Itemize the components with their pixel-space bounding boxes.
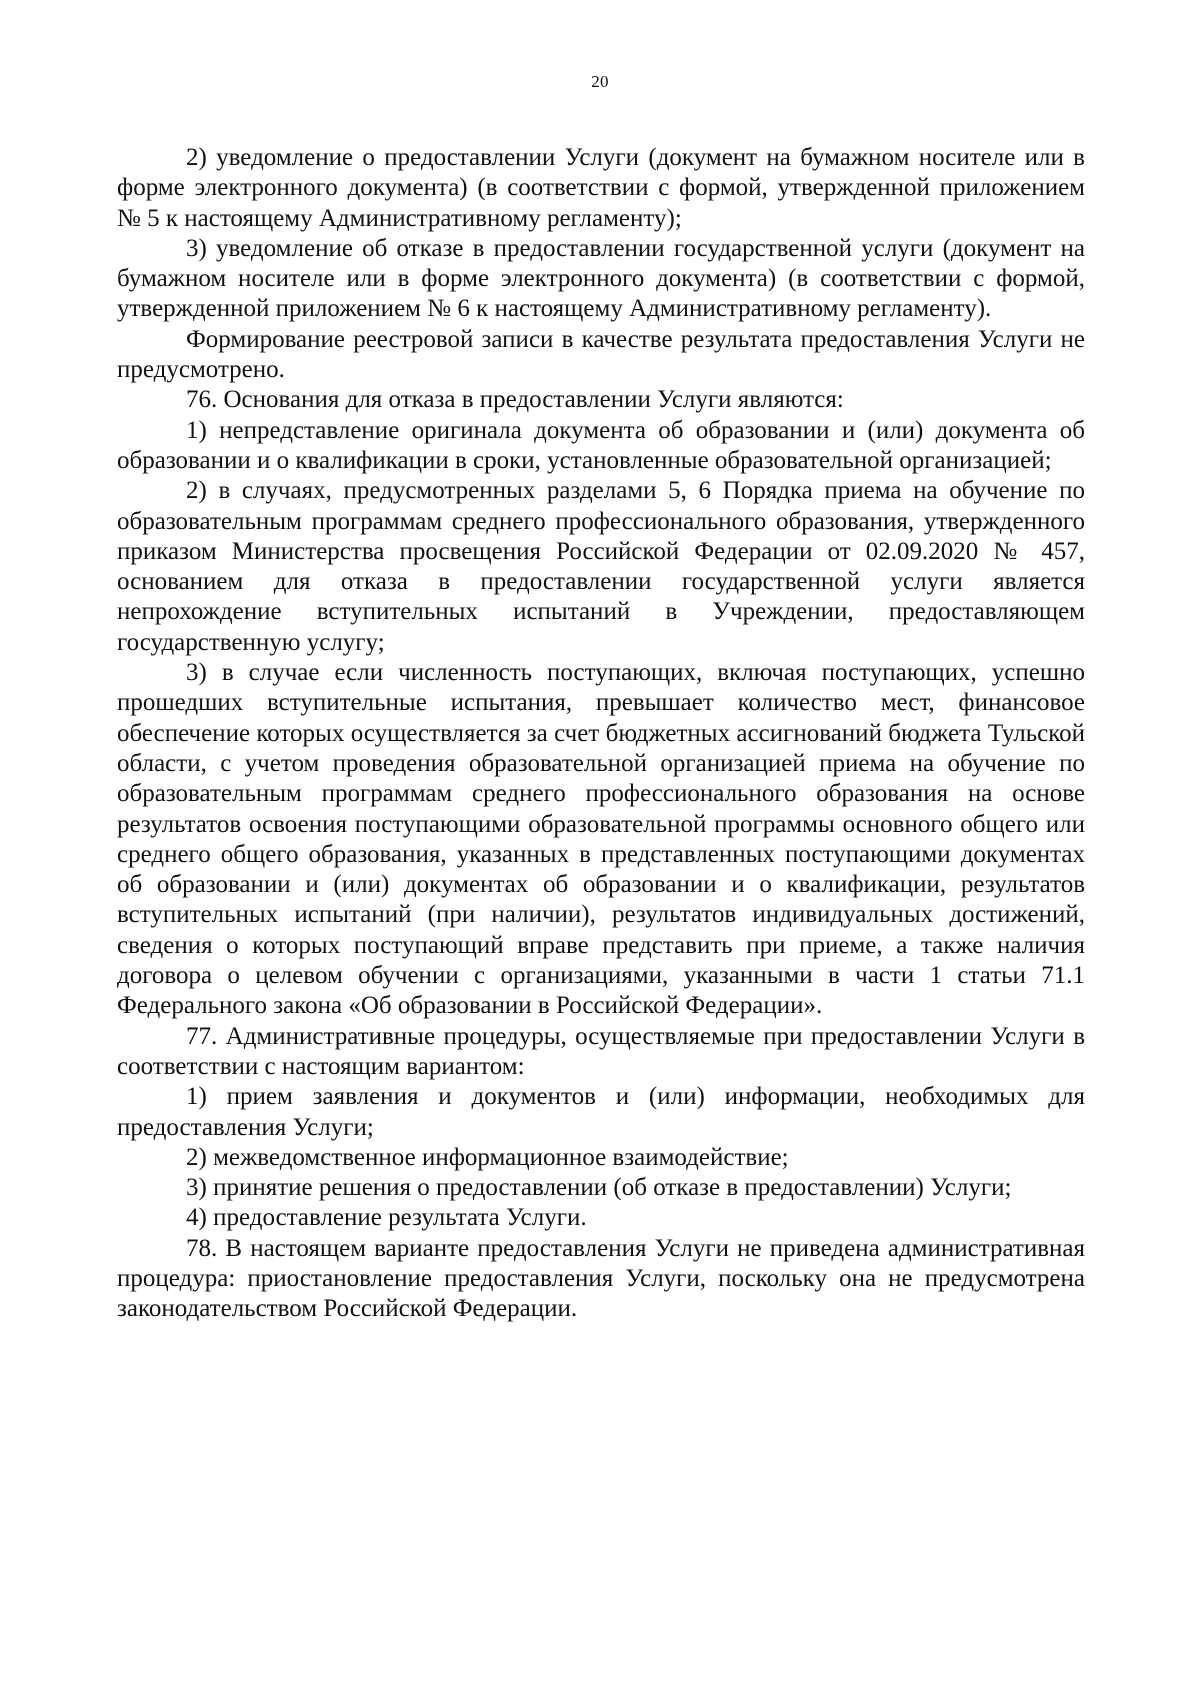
- paragraph-78: 78. В настоящем варианте предоставления Услуги не приведена административная процедура: приостановление предоставления Услуги, поскольку она не предусмотрена законодательством Российской Федерации.: [117, 1234, 1085, 1323]
- paragraph-77-item-2: 2) межведомственное информационное взаимодействие;: [186, 1143, 789, 1171]
- paragraph-77-item-3: 3) принятие решения о предоставлении (об отказе в предоставлении) Услуги;: [186, 1174, 1012, 1202]
- paragraph-registry-record: Формирование реестровой записи в качестве результата предоставления Услуги не предусмотрено.: [117, 325, 1085, 384]
- paragraph-77-heading: 77. Административные процедуры, осуществляемые при предоставлении Услуги в соответствии с настоящим вариантом:: [117, 1022, 1085, 1080]
- paragraph-76-item-3: 3) в случае если численность поступающих, включая поступающих, успешно прошедших вступительные испытания, превышает количество мест, финансовое обеспечение которых осуществляется за счет бюджетных ассигнований бюджета Тульской области, с учетом проведения образовательной организацией приема на обучение по образовательным программам среднего профессионального образования на основе результатов освоения поступающими образовательной программы основного общего или среднего общего образования, указанных в представленных поступающими документах об образовании и (или) документах об образовании и о квалификации, результатов вступительных испытаний (при наличии), результатов индивидуальных достижений, сведения о которых поступающий вправе представить при приеме, а также наличия договора о целевом обучении с организациями, указанными в части 1 статьи 71.1 Федерального закона «Об образовании в Российской Федерации».: [117, 659, 1085, 1020]
- paragraph-77-item-4: 4) предоставление результата Услуги.: [186, 1204, 587, 1232]
- paragraph-76-heading: 76. Основания для отказа в предоставлении Услуги являются:: [186, 386, 844, 414]
- paragraph-notification-provision: 2) уведомление о предоставлении Услуги (документ на бумажном носителе или в форме электронного документа) (в соответствии с формой, утвержденной приложением № 5 к настоящему Административному регламенту);: [117, 144, 1085, 232]
- paragraph-77-item-1: 1) прием заявления и документов и (или) информации, необходимых для предоставления Услуги;: [117, 1083, 1085, 1141]
- paragraph-notification-refusal: 3) уведомление об отказе в предоставлении государственной услуги (документ на бумажном носителе или в форме электронного документа) (в соответствии с формой, утвержденной приложением № 6 к настоящему Административному регламенту).: [117, 234, 1085, 323]
- document-body: [117, 143, 1085, 1325]
- paragraph-76-item-1: 1) непредставление оригинала документа об образовании и (или) документа об образовании и о квалификации в сроки, установленные образовательной организацией;: [117, 416, 1085, 474]
- page-number: 20: [591, 72, 609, 91]
- paragraph-76-item-2: 2) в случаях, предусмотренных разделами 5, 6 Порядка приема на обучение по образовательным программам среднего профессионального образования, утвержденного приказом Министерства просвещения Российской Федерации от 02.09.2020 № 457, основанием для отказа в предоставлении государственной услуги является непрохождение вступительных испытаний в Учреждении, предоставляющем государственную услугу;: [117, 477, 1085, 656]
